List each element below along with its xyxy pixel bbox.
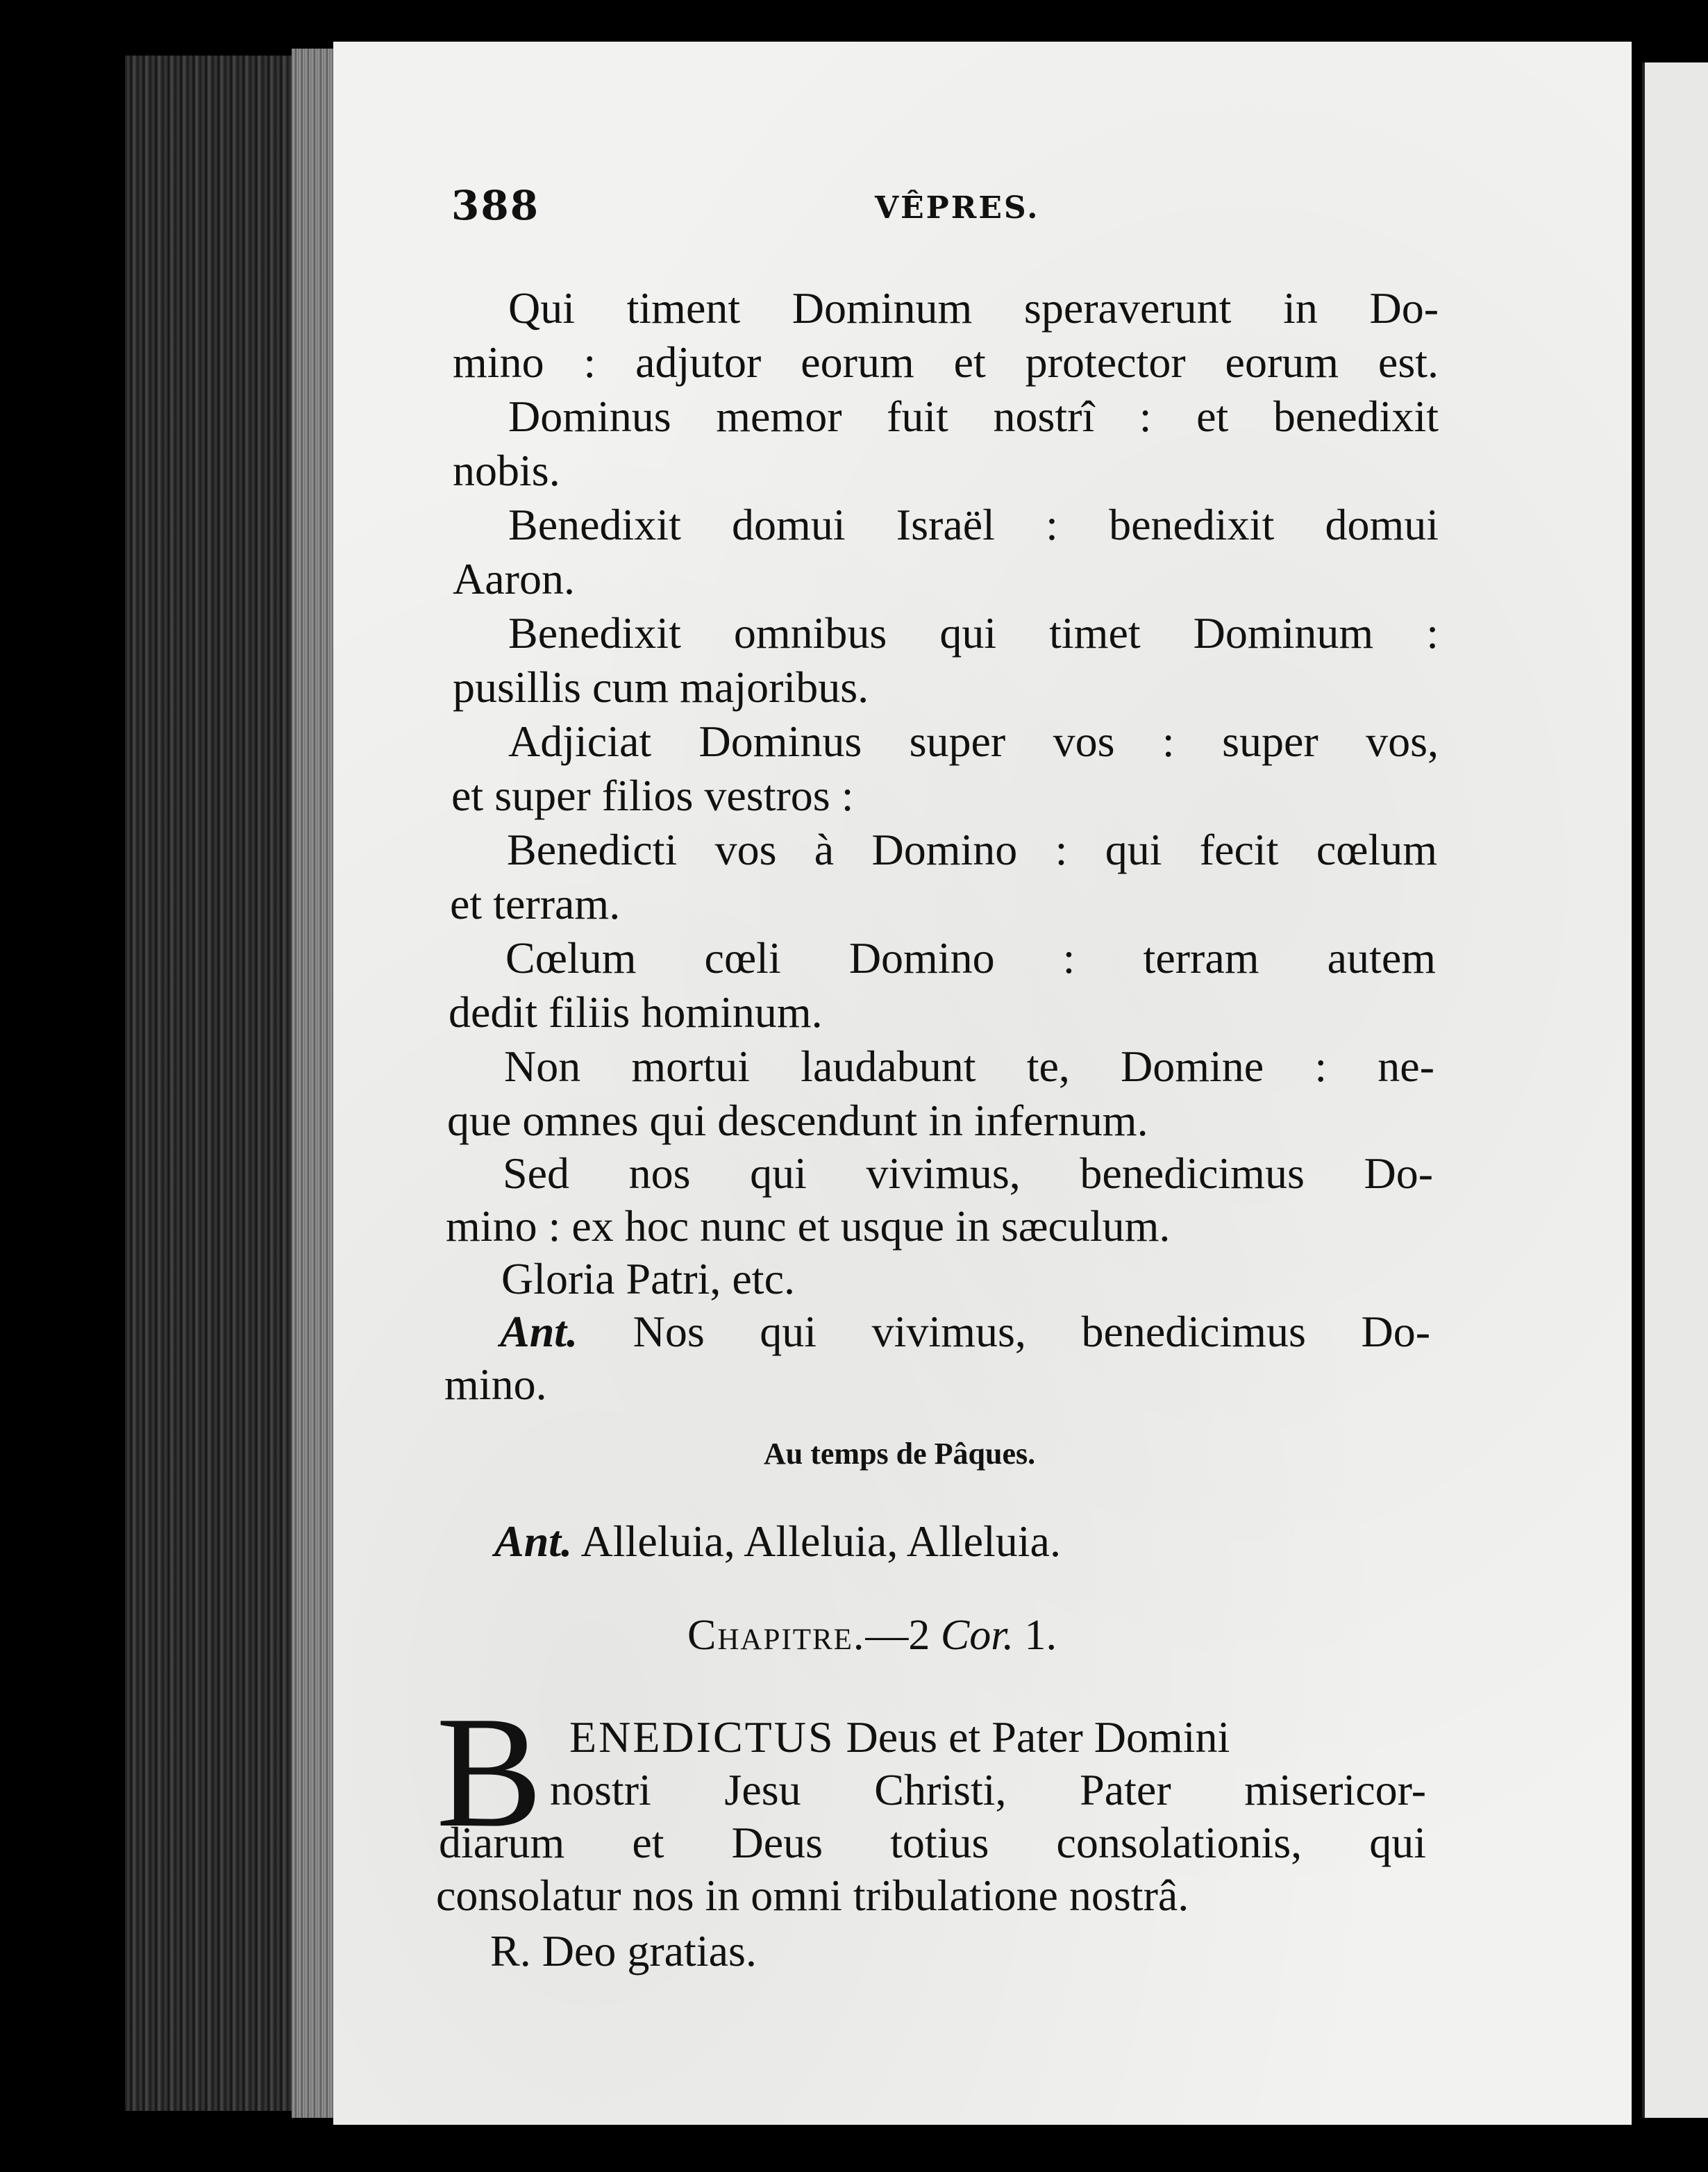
psalm-line: Gloria Patri, etc. — [501, 1254, 795, 1303]
psalm-line: et terram. — [450, 879, 621, 928]
chapter-number: 1. — [1014, 1612, 1057, 1659]
capitulum-line: nostri Jesu Christi, Pater misericor- — [550, 1765, 1426, 1814]
psalm-line: Benedixit domui Israël : benedixit domui — [508, 500, 1439, 549]
psalm-line: nobis. — [453, 446, 560, 495]
capitulum-line: consolatur nos in omni tribulatione nostrâ. — [436, 1871, 1189, 1920]
capitulum-line: diarum et Deus totius consolationis, qui — [439, 1818, 1426, 1867]
psalm-line: Non mortui laudabunt te, Domine : ne- — [504, 1042, 1434, 1091]
capitulum-first-word: ENEDICTUS — [569, 1712, 835, 1762]
psalm-line: Dominus memor fuit nostrî : et benedixit — [508, 392, 1439, 441]
capitulum-line — [569, 1711, 1230, 1764]
chapter-dash: —2 — [865, 1612, 941, 1659]
psalm-line: que omnes qui descendunt in infernum. — [447, 1096, 1148, 1145]
chapter-heading — [687, 1611, 1057, 1660]
psalm-line: Qui timent Dominum speraverunt in Do- — [508, 283, 1439, 333]
psalm-line: et super filios vestros : — [451, 771, 854, 820]
psalm-line: Benedixit omnibus qui timet Dominum : — [508, 608, 1439, 658]
antiphon-text: Alleluia, Alleluia, Alleluia. — [580, 1517, 1061, 1566]
psalm-line: mino : ex hoc nunc et usque in sæculum. — [446, 1201, 1171, 1251]
alleluia-antiphon — [494, 1515, 1061, 1568]
section-title: VÊPRES. — [875, 190, 1040, 226]
drop-cap: B — [436, 1683, 543, 1860]
psalm-line: mino : adjutor eorum et protector eorum est. — [453, 337, 1439, 387]
antiphon-label: Ant. — [500, 1307, 578, 1356]
antiphon-text: Nos qui vivimus, benedicimus Do- — [633, 1307, 1431, 1356]
rubric: Au temps de Pâques. — [764, 1437, 1036, 1471]
psalm-line: Benedicti vos à Domino : qui fecit cœlum — [507, 825, 1437, 874]
antiphon-line: mino. — [444, 1360, 547, 1409]
page-number: 388 — [451, 182, 540, 229]
capitulum-text: Deus et Pater Domini — [835, 1712, 1230, 1762]
psalm-line: Sed nos qui vivimus, benedicimus Do- — [503, 1148, 1433, 1198]
psalm-line: Adjiciat Dominus super vos : super vos, — [508, 717, 1439, 766]
chapter-book: Cor. — [940, 1612, 1014, 1659]
response-line: R. Deo gratias. — [490, 1926, 757, 1975]
psalm-line: Cœlum cœli Domino : terram autem — [505, 933, 1436, 983]
antiphon-label: Ant. — [494, 1517, 573, 1566]
antiphon-line — [500, 1305, 1430, 1358]
psalm-line: dedit filiis hominum. — [449, 987, 823, 1037]
psalm-line: Aaron. — [453, 554, 575, 603]
psalm-line: pusillis cum majoribus. — [453, 662, 869, 712]
chapter-label: Chapitre. — [687, 1612, 866, 1659]
